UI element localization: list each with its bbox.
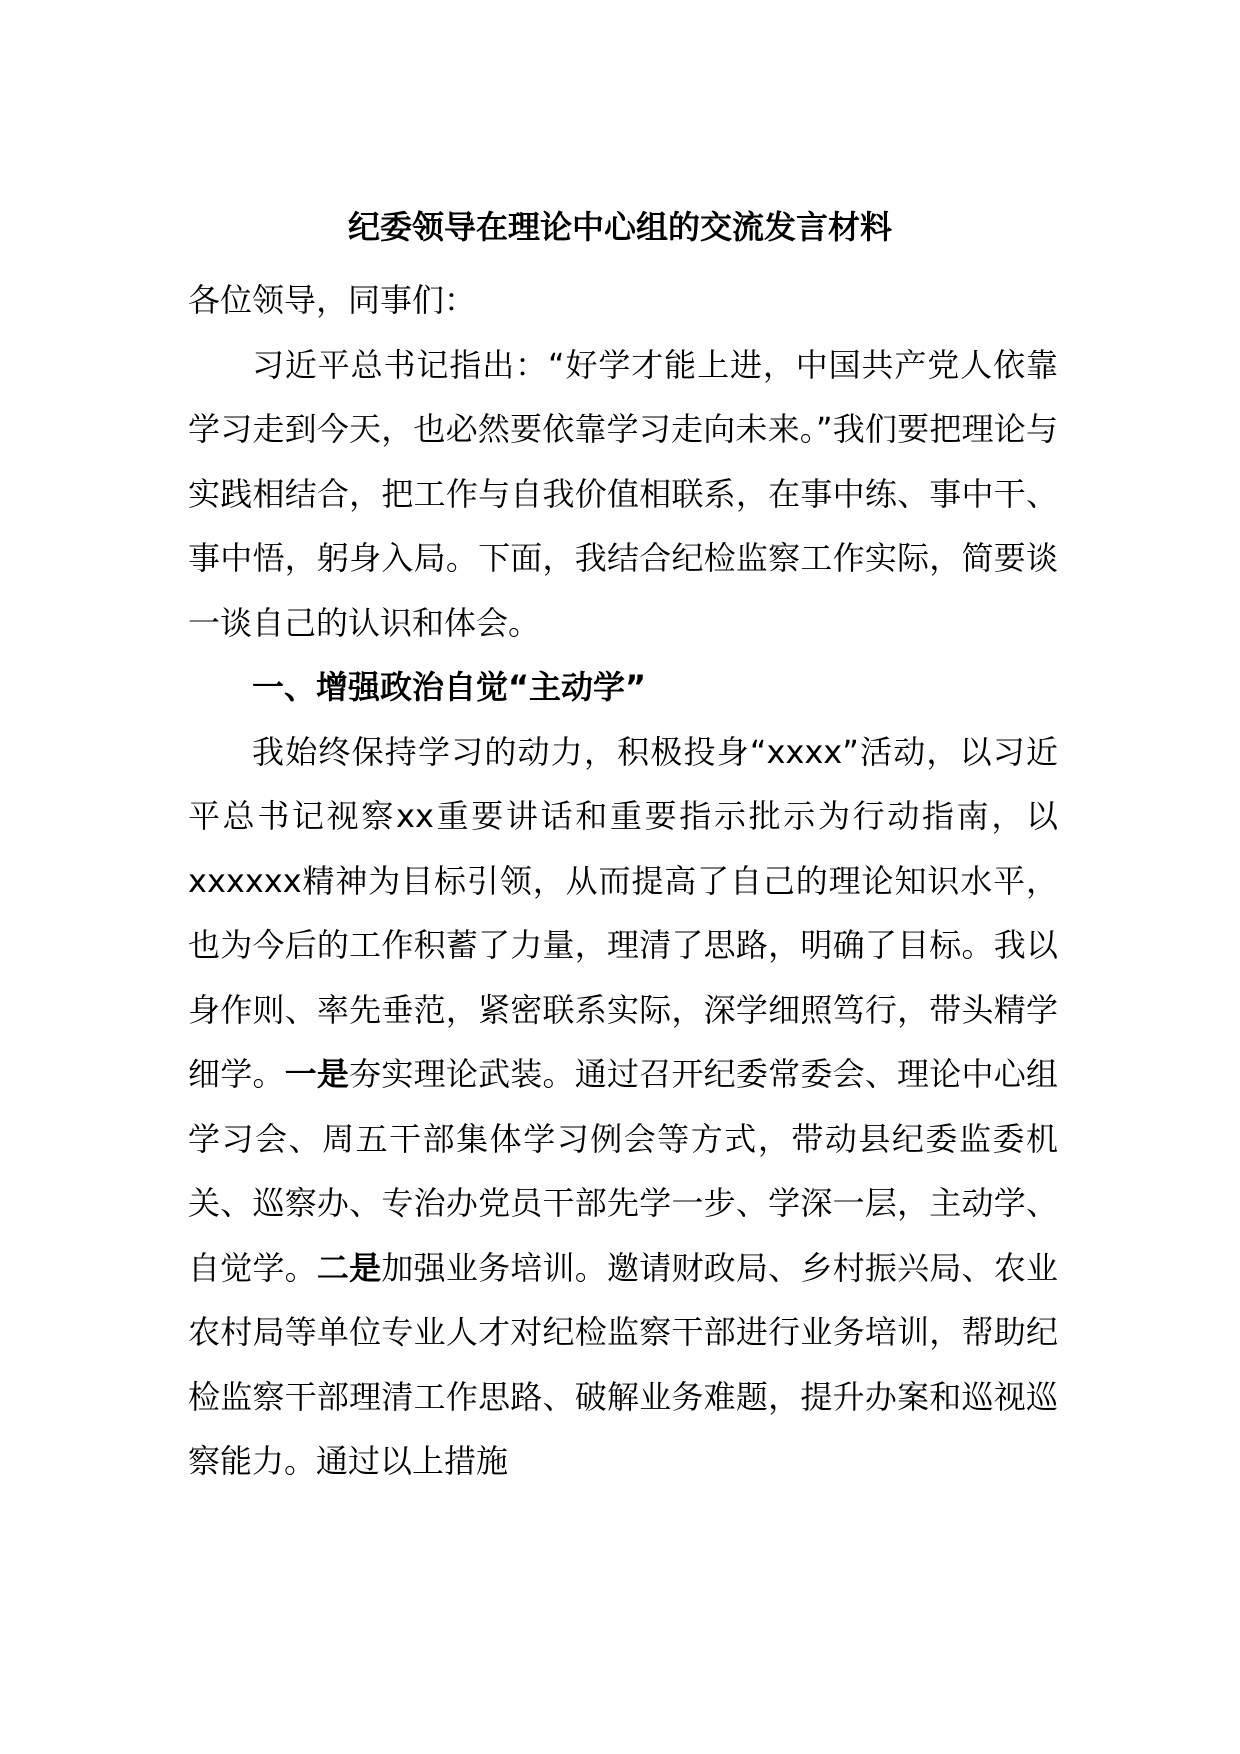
greeting: 各位领导，同事们： <box>188 281 477 319</box>
marker-one: 一是 <box>284 1055 350 1093</box>
section-1-text-b: 夯实理论武装。通过召开纪委常委会、理论中心组学习会、周五干部集体学习例会等方式，带动县纪委监委机关、巡察办、专治办党员干部先学一步、学深一层，主动学、自觉学。 <box>188 1055 1058 1287</box>
section-1-paragraph <box>188 720 1058 1494</box>
section-1-heading: 一、增强政治自觉“主动学” <box>252 668 647 706</box>
marker-two: 二是 <box>316 1248 382 1287</box>
section-1-text-c: 加强业务培训。邀请财政局、乡村振兴局、农业农村局等单位专业人才对纪检监察干部进行业务培训，帮助纪检监察干部理清工作思路、破解业务难题，提升办案和巡视巡察能力。通过以上措施 <box>188 1248 1058 1480</box>
document-title: 纪委领导在理论中心组的交流发言材料 <box>347 208 892 246</box>
section-1-text-a: 我始终保持学习的动力，积极投身“xxxx”活动，以习近平总书记视察xx重要讲话和重要指示批示为行动指南，以xxxxxx精神为目标引领，从而提高了自己的理论知识水平，也为今后的工作积蓄了力量，理清了思路，明确了目标。我以身作则、率先垂范，紧密联系实际，深学细照笃行，带头精学细学。 <box>188 732 1058 1093</box>
intro-paragraph: 习近平总书记指出：“好学才能上进，中国共产党人依靠学习走到今天，也必然要依靠学习走向未来。”我们要把理论与实践相结合，把工作与自我价值相联系，在事中练、事中干、事中悟，躬身入局。下面，我结合纪检监察工作实际，简要谈一谈自己的认识和体会。 <box>188 345 1058 642</box>
document-body <box>188 268 1058 1494</box>
